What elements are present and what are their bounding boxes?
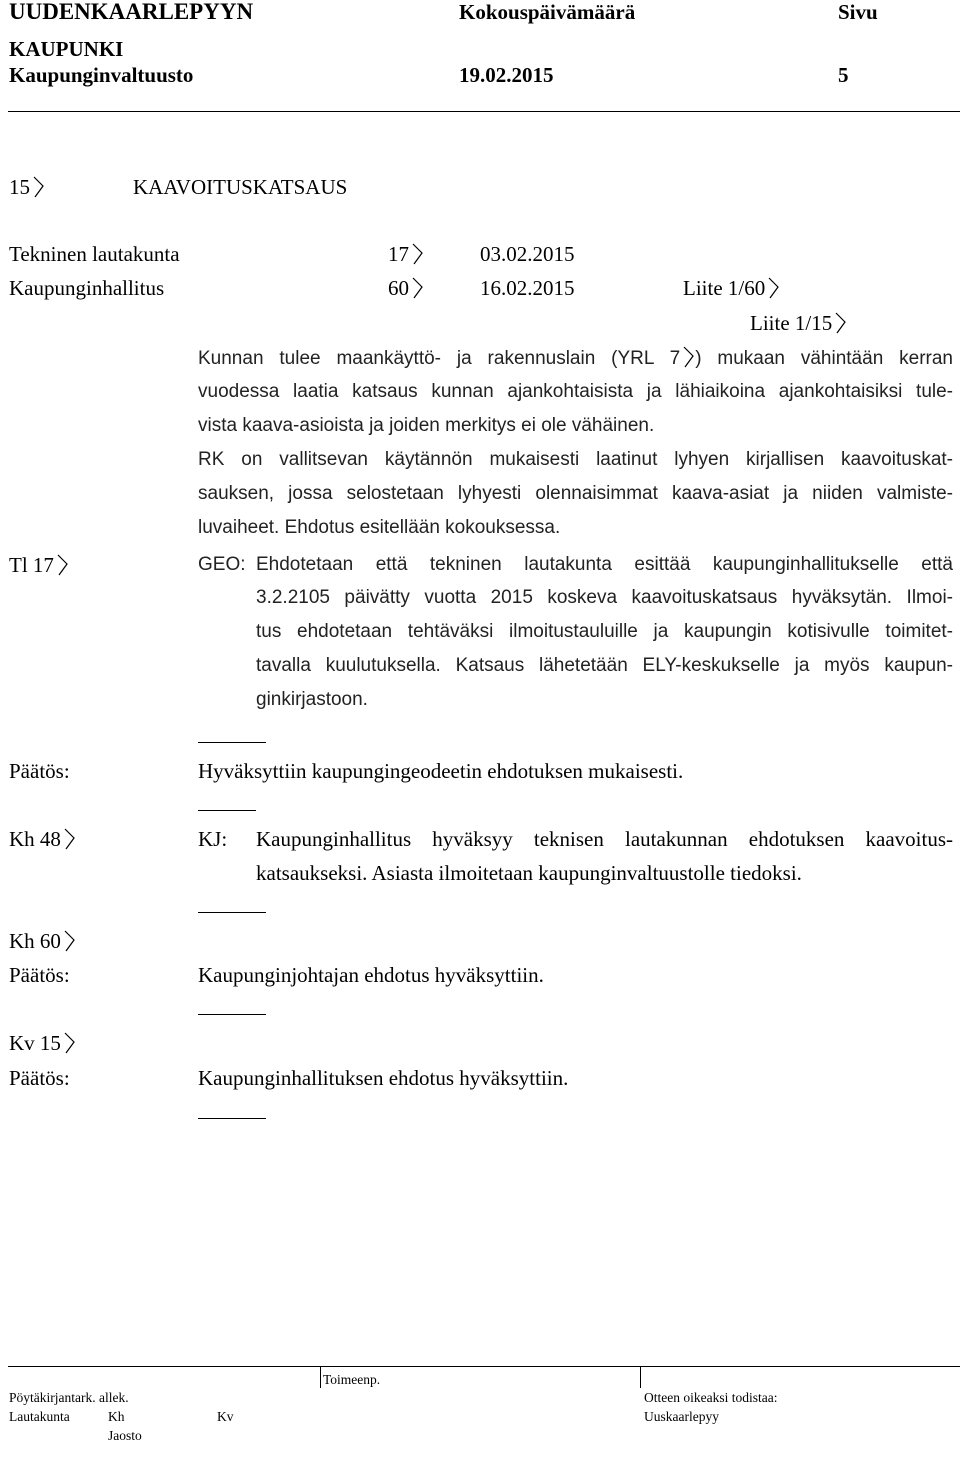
section-sign-icon <box>64 930 76 952</box>
tl-decision-label: Päätös: <box>9 759 70 783</box>
footer-place: Uuskaarlepyy <box>644 1409 719 1424</box>
header-divider <box>8 111 960 112</box>
intro-line-2: vuodessa laatia katsaus kunnan ajankohtaisista ja lähiaikoina ajankohtaisiksi tule- <box>198 381 953 402</box>
footer-divider <box>8 1366 960 1367</box>
footer-col-kv: Kv <box>217 1409 234 1424</box>
history-body-0: Tekninen lautakunta <box>9 242 180 266</box>
intro-line-3: vista kaava-asioista ja joiden merkitys ei ole vähäinen. <box>198 415 655 436</box>
separator-line <box>198 1014 266 1015</box>
rk-paragraph <box>198 448 953 550</box>
rk-line-2: sauksen, jossa selostetaan lyhyesti olennaisimmat kaava-asiat ja niiden valmiste- <box>198 483 953 504</box>
tl-label: Tl 17 <box>9 552 69 578</box>
footer-col-jaosto: Jaosto <box>108 1428 142 1443</box>
kh60-decision-label: Päätös: <box>9 963 70 987</box>
history-num-1: 60 <box>388 275 424 301</box>
header-page-label: Sivu <box>838 0 878 24</box>
kv15-decision-label: Päätös: <box>9 1066 70 1090</box>
history-num-0: 17 <box>388 241 424 267</box>
kh60-label: Kh 60 <box>9 928 76 954</box>
kh48-proposal <box>256 826 953 894</box>
footer-minutes-label: Pöytäkirjantark. allek. <box>9 1390 129 1405</box>
header-page-number: 5 <box>838 63 849 87</box>
kv15-decision: Kaupunginhallituksen ehdotus hyväksyttiin. <box>198 1066 569 1090</box>
history-body-1: Kaupunginhallitus <box>9 276 165 300</box>
separator-line <box>198 1118 266 1119</box>
rk-line-3: luvaiheet. Ehdotus esitellään kokouksessa. <box>198 517 561 538</box>
tl-line-4: tavalla kuulutuksella. Katsaus lähetetään ELY-keskukselle ja myös kaupun- <box>256 655 953 676</box>
separator-line <box>198 742 266 743</box>
tl-proposal-label: GEO: <box>198 554 246 575</box>
kh48-label: Kh 48 <box>9 826 76 852</box>
footer-column-rule <box>640 1366 641 1388</box>
header-org-line2: KAUPUNKI <box>9 37 124 61</box>
kh60-decision: Kaupunginjohtajan ehdotus hyväksyttiin. <box>198 963 544 987</box>
intro-paragraph <box>198 346 953 448</box>
rk-line-1: RK on vallitsevan käytännön mukaisesti laatinut lyhyen kirjallisen kaavoituskat- <box>198 449 953 470</box>
separator-line <box>198 810 256 811</box>
separator-line <box>198 912 266 913</box>
kh48-line-2: katsaukseksi. Asiasta ilmoitetaan kaupunginvaltuustolle tiedoksi. <box>256 861 802 885</box>
section-sign-icon <box>768 277 780 299</box>
history-date-1: 16.02.2015 <box>480 276 575 300</box>
tl-line-1: Ehdotetaan että tekninen lautakunta esittää kaupunginhallitukselle että <box>256 554 953 575</box>
header-date: 19.02.2015 <box>459 63 554 87</box>
section-sign-icon <box>835 312 847 334</box>
history-date-0: 03.02.2015 <box>480 242 575 266</box>
section-sign-icon <box>64 828 76 850</box>
section-sign-icon <box>412 243 424 265</box>
tl-line-3: tus ehdotetaan tehtäväksi ilmoitustauluille ja kaupungin kotisivulle toimitet- <box>256 621 953 642</box>
section-number: 15 <box>9 175 30 199</box>
section-heading <box>9 174 348 200</box>
header-date-label: Kokouspäivämäärä <box>459 0 636 24</box>
kh48-line-1: Kaupunginhallitus hyväksyy teknisen lautakunnan ehdotuksen kaavoitus- <box>256 827 953 851</box>
kh48-proposal-label: KJ: <box>198 827 228 851</box>
section-sign-icon <box>64 1032 76 1054</box>
section-sign-icon <box>57 554 69 576</box>
tl-line-2: 3.2.2105 päivätty vuotta 2015 koskeva kaavoituskatsaus hyväksytän. Ilmoi- <box>256 587 953 608</box>
attachment-label-1: Liite 1/60 <box>683 275 780 301</box>
tl-proposal <box>256 552 953 722</box>
footer-column-rule <box>320 1366 321 1388</box>
section-title: KAAVOITUSKATSAUS <box>133 175 348 199</box>
attachment-label-2: Liite 1/15 <box>750 310 847 336</box>
tl-line-5: ginkirjastoon. <box>256 689 368 710</box>
intro-line-1: Kunnan tulee maankäyttö- ja rakennuslain (YRL 7 ) mukaan vähintään kerran <box>198 348 953 369</box>
footer-action-label: Toimeenp. <box>323 1372 381 1387</box>
footer-col-lautakunta: Lautakunta <box>9 1409 70 1424</box>
section-sign-icon <box>683 346 695 368</box>
header-org-line1: UUDENKAARLEPYYN <box>9 0 254 24</box>
header-body: Kaupunginvaltuusto <box>9 63 194 87</box>
section-sign-icon <box>412 277 424 299</box>
footer-certified-label: Otteen oikeaksi todistaa: <box>644 1390 778 1405</box>
footer-col-kh: Kh <box>108 1409 125 1424</box>
tl-decision: Hyväksyttiin kaupungingeodeetin ehdotuksen mukaisesti. <box>198 759 684 783</box>
kv15-label: Kv 15 <box>9 1030 76 1056</box>
section-sign-icon <box>33 176 45 198</box>
